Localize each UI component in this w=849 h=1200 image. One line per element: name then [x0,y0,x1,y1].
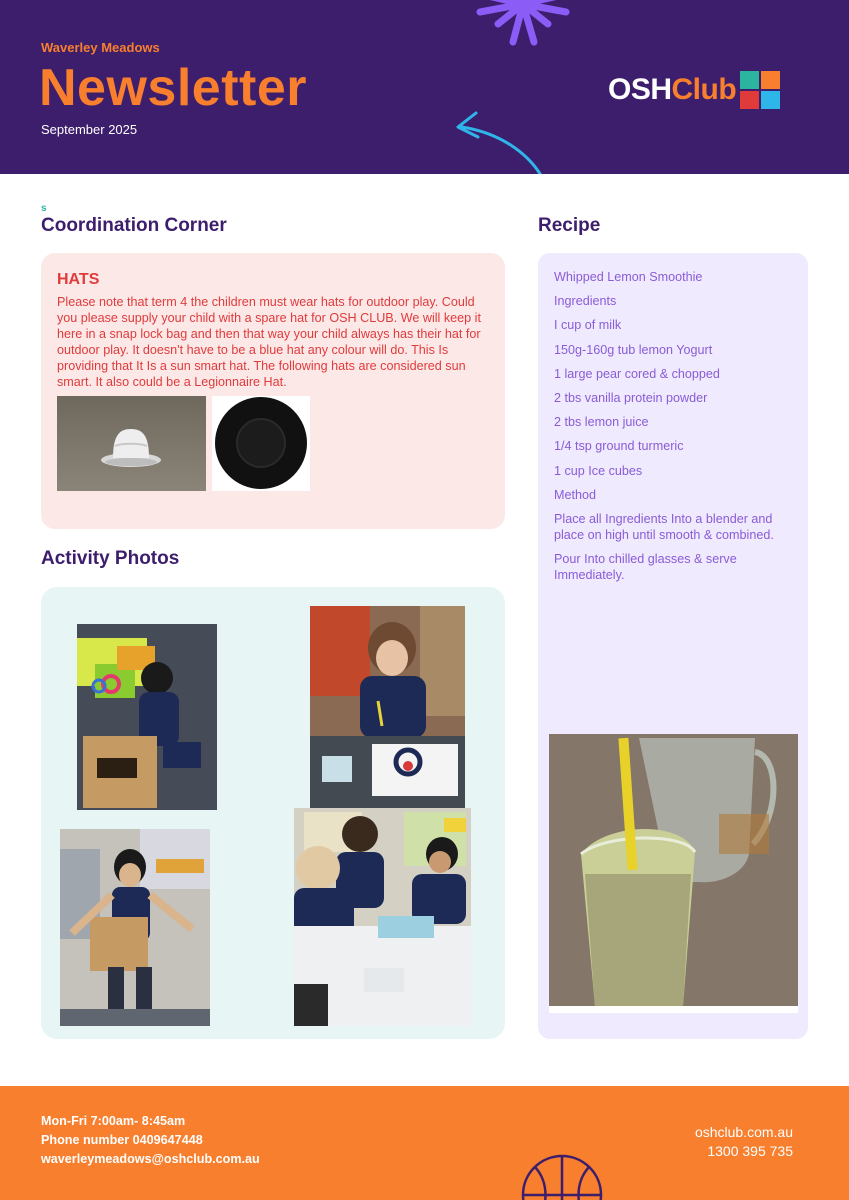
activity-heading: Activity Photos [41,548,180,569]
activity-photo-costume [60,829,210,1026]
recipe-list [554,269,794,591]
ingredient-item: 1/4 tsp ground turmeric [554,439,684,454]
bucket-hat-photo [57,396,206,491]
method-step: Pour Into chilled glasses & serve Immediately. [554,552,737,583]
hats-title: HATS [57,271,100,288]
footer [0,1086,849,1200]
contact-block [41,1112,260,1169]
activity-photo-box-play [77,624,217,810]
website-link[interactable]: oshclub.com.au [694,1124,793,1140]
logo-text-osh: OSH [608,73,672,106]
ingredient-item: 150g-160g tub lemon Yogurt [554,342,713,357]
newsletter-title: Newsletter [39,59,307,117]
logo-text-club: Club [671,73,737,106]
curved-arrow-icon [450,105,550,174]
recipe-card [538,253,808,1039]
method-label: Method [554,487,597,502]
ingredient-item: 2 tbs lemon juice [554,415,649,430]
ingredient-item: 1 large pear cored & chopped [554,366,720,381]
hats-body-text: Please note that term 4 the children must wear hats for outdoor play. Could you please supply your child with a spare hat for OSH CLUB. We will keep it here in a snap lock bag and then that way your child always has their hat for outdoor play. It doesn't have to be a blue hat any colour will do. This Is providing that It Is a sun smart hat. The following hats are considered sun smart. It also could be a Legionnaire Hat. [57,295,481,389]
ingredient-item: 1 cup Ice cubes [554,463,643,478]
method-step: Place all Ingredients Into a blender and place on high until smooth & combined. [554,511,774,542]
header-banner [0,0,849,174]
basketball-icon [521,1154,603,1200]
oshclub-logo [608,70,780,110]
school-name: Waverley Meadows [41,40,160,55]
ingredient-item: I cup of milk [554,318,622,333]
hats-card [41,253,505,529]
activity-photo-table-group [294,808,471,1026]
section-marker: s [41,203,47,214]
logo-squares-icon [740,71,780,109]
activity-photo-painting [310,606,465,808]
recipe-heading: Recipe [538,215,601,236]
black-wide-brim-hat-photo [212,396,310,491]
smoothie-photo [549,734,798,1013]
recipe-name: Whipped Lemon Smoothie [554,270,703,284]
phone-number: Phone number 0409647448 [41,1133,203,1147]
ingredients-label: Ingredients [554,294,617,309]
email-link[interactable]: waverleymeadows@oshclub.com.au [41,1152,260,1166]
issue-date: September 2025 [41,122,138,137]
ingredient-item: 2 tbs vanilla protein powder [554,390,708,405]
opening-hours: Mon-Fri 7:00am- 8:45am [41,1114,186,1128]
coordination-heading: Coordination Corner [41,215,227,236]
activity-photos-card [41,587,505,1039]
burst-decoration-icon [468,0,578,50]
org-contact-block [695,1123,793,1161]
hotline-number: 1300 395 735 [707,1143,793,1159]
